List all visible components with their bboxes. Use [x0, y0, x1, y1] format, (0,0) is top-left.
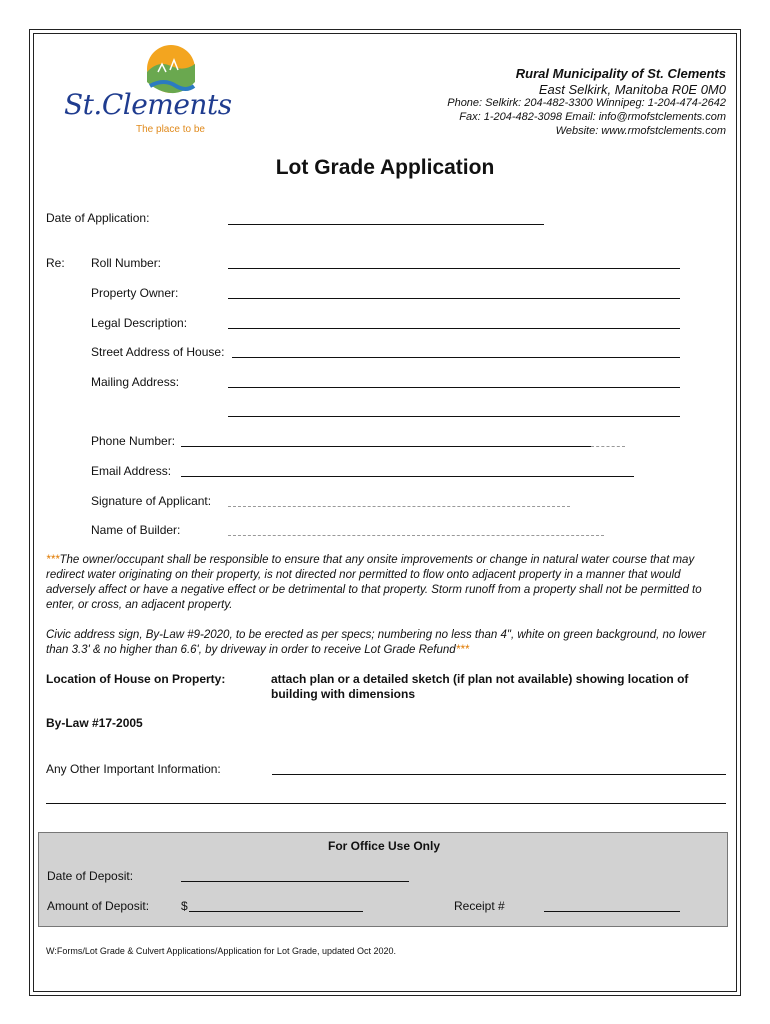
builder-name-field[interactable]: [228, 535, 604, 536]
mailing-address-field-2[interactable]: [228, 416, 680, 417]
roll-number-field[interactable]: [228, 268, 680, 269]
bylaw-reference: By-Law #17-2005: [46, 716, 143, 730]
mailing-address-label: Mailing Address:: [91, 375, 180, 389]
roll-number-label: Roll Number:: [91, 256, 162, 270]
contact-website: Website: www.rmofstclements.com: [555, 125, 726, 137]
email-address-label: Email Address:: [91, 464, 172, 478]
office-use-section: [38, 832, 728, 927]
municipality-address: East Selkirk, Manitoba R0E 0M0: [538, 82, 726, 97]
currency-symbol: $: [181, 899, 188, 913]
other-info-field-1[interactable]: [272, 774, 726, 775]
street-address-field[interactable]: [232, 357, 680, 358]
receipt-label: Receipt #: [454, 899, 505, 913]
legal-description-label: Legal Description:: [91, 316, 188, 330]
deposit-amount-field[interactable]: [189, 911, 363, 912]
builder-name-label: Name of Builder:: [91, 523, 181, 537]
municipality-logo: [58, 42, 232, 142]
other-info-label: Any Other Important Information:: [46, 762, 221, 776]
phone-number-label: Phone Number:: [91, 434, 176, 448]
deposit-amount-label: Amount of Deposit:: [47, 899, 150, 913]
location-instruction: attach plan or a detailed sketch (if plan not available) showing location of building with dimensions: [271, 672, 689, 701]
location-of-house-label: Location of House on Property:: [46, 672, 226, 686]
phone-number-field-tail: [591, 446, 625, 447]
civic-notice-text: Civic address sign, By-Law #9-2020, to be erected as per specs; numbering no less than 4", white on green background, no lower than 3.3' & no higher than 6.6', by driveway in order to receive Lot Grade Refund: [46, 629, 706, 656]
civic-address-notice: [46, 628, 726, 658]
other-info-field-2[interactable]: [46, 803, 726, 804]
property-owner-label: Property Owner:: [91, 286, 179, 300]
phone-number-field[interactable]: [181, 446, 591, 447]
drainage-notice: [46, 553, 726, 613]
contact-fax-email: Fax: 1-204-482-3098 Email: info@rmofstclements.com: [459, 111, 726, 123]
date-of-application-field[interactable]: [228, 224, 544, 225]
notice-stars-close: ***: [455, 644, 470, 656]
municipality-name: Rural Municipality of St. Clements: [515, 66, 726, 81]
mailing-address-field-1[interactable]: [228, 387, 680, 388]
office-use-heading: For Office Use Only: [327, 839, 441, 853]
re-label: Re:: [46, 256, 65, 270]
date-of-application-label: Date of Application:: [46, 211, 150, 225]
deposit-date-field[interactable]: [181, 881, 409, 882]
page-title: Lot Grade Application: [275, 156, 495, 179]
signature-label: Signature of Applicant:: [91, 494, 212, 508]
drainage-notice-text: The owner/occupant shall be responsible to ensure that any onsite improvements or change in natural water course that may redirect water originating on their property, is not directed nor permitted to flow onto adjacent property in a manner that would adversely affect or have a negative effect or be detrimental to that property. Storm runoff from a property shall not be permitted to enter, or cross, an adjacent property.: [46, 554, 702, 611]
property-owner-field[interactable]: [228, 298, 680, 299]
receipt-field[interactable]: [544, 911, 680, 912]
contact-phone: Phone: Selkirk: 204-482-3300 Winnipeg: 1-204-474-2642: [447, 97, 726, 109]
document-footer: W:Forms/Lot Grade & Culvert Applications/Application for Lot Grade, updated Oct 2020.: [46, 946, 397, 956]
logo-tagline: The place to be: [136, 124, 205, 135]
deposit-date-label: Date of Deposit:: [47, 869, 134, 883]
email-address-field[interactable]: [181, 476, 634, 477]
logo-wordmark: St.Clements: [64, 88, 232, 121]
signature-field[interactable]: [228, 506, 570, 507]
street-address-label: Street Address of House:: [91, 345, 225, 359]
legal-description-field[interactable]: [228, 328, 680, 329]
notice-stars-open: ***: [46, 554, 60, 566]
